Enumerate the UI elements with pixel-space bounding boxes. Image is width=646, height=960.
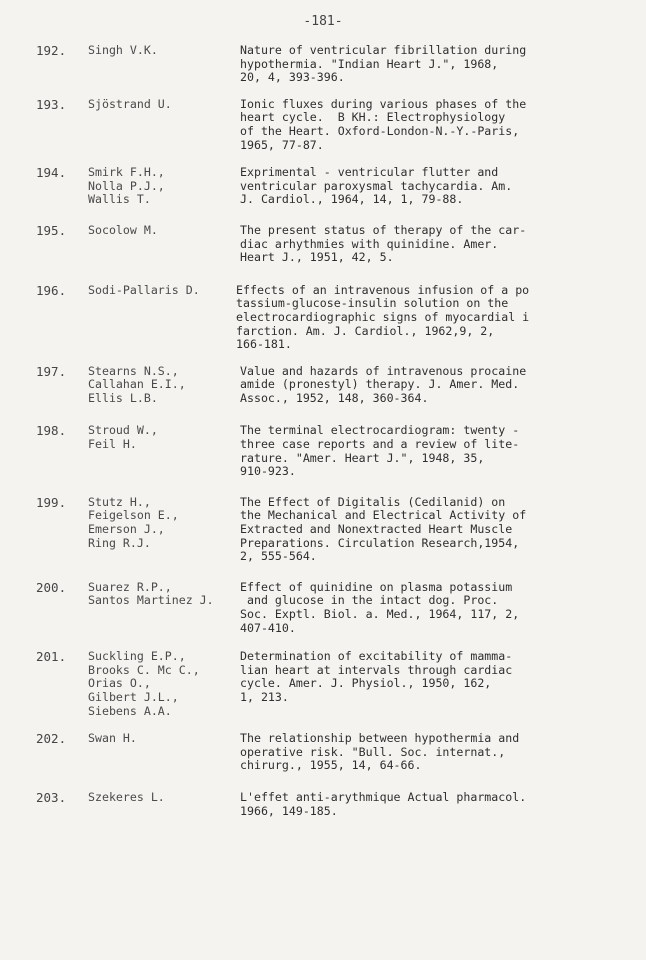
reference-citation: Ionic fluxes during various phases of the heart cycle. B KH.: Electrophysiology of the Heart. Oxford-London-N.-Y.-Paris, 1965, 77-87. bbox=[240, 96, 527, 152]
reference-citation: The relationship between hypothermia and operative risk. "Bull. Soc. internat., chirurg., 1955, 14, 64-66. bbox=[240, 731, 520, 773]
reference-citation: The terminal electrocardiogram: twenty - three case reports and a review of lite- rature. "Amer. Heart J.", 1948, 35, 910-923. bbox=[240, 423, 520, 479]
reference-authors: Swan H. bbox=[88, 731, 137, 746]
page-number: -181- bbox=[303, 14, 343, 29]
reference-number: 195. bbox=[36, 222, 67, 238]
reference-citation: Exprimental - ventricular flutter and ventricular paroxysmal tachycardia. Am. J. Cardiol., 1964, 14, 1, 79-88. bbox=[240, 165, 513, 207]
reference-number: 200. bbox=[36, 579, 67, 595]
reference-entry bbox=[36, 650, 616, 718]
reference-entry bbox=[36, 44, 616, 85]
reference-citation: Nature of ventricular fibrillation during hypothermia. "Indian Heart J.", 1968, 20, 4, 393-396. bbox=[240, 43, 527, 85]
reference-entry bbox=[36, 284, 616, 352]
reference-citation: The Effect of Digitalis (Cedilanid) on the Mechanical and Electrical Activity of Extracted and Nonextracted Heart Muscle Preparations. Circulation Research,1954, 2, 555-564. bbox=[240, 494, 527, 564]
reference-list bbox=[36, 44, 616, 818]
reference-entry bbox=[36, 98, 616, 152]
reference-number: 202. bbox=[36, 731, 67, 747]
reference-number: 201. bbox=[36, 649, 67, 665]
reference-number: 197. bbox=[36, 363, 67, 379]
reference-entry bbox=[36, 365, 616, 406]
reference-authors: Sodi-Pallaris D. bbox=[88, 282, 200, 297]
reference-authors: Stroud W., Feil H. bbox=[88, 423, 158, 452]
reference-number: 192. bbox=[36, 43, 67, 58]
reference-entry bbox=[36, 496, 616, 564]
reference-citation: Effect of quinidine on plasma potassium and glucose in the intact dog. Proc. Soc. Exptl. Biol. a. Med., 1964, 117, 2, 407-410. bbox=[240, 579, 520, 635]
reference-authors: Suckling E.P., Brooks C. Mc C., Orias O., Gilbert J.L., Siebens A.A. bbox=[88, 649, 200, 718]
reference-entry bbox=[36, 732, 616, 773]
reference-number: 199. bbox=[36, 494, 67, 510]
reference-authors: Suarez R.P., Santos Martinez J. bbox=[88, 579, 214, 608]
reference-number: 193. bbox=[36, 96, 67, 112]
reference-entry bbox=[36, 166, 616, 207]
reference-number: 203. bbox=[36, 789, 67, 805]
reference-citation: Effects of an intravenous infusion of a po tassium-glucose-insulin solution on the electrocardiographic signs of myocardial i farction. Am. J. Cardiol., 1962,9, 2, 166-181. bbox=[236, 282, 530, 352]
reference-entry bbox=[36, 424, 616, 478]
reference-authors: Sjöstrand U. bbox=[88, 96, 172, 111]
reference-authors: Smirk F.H., Nolla P.J., Wallis T. bbox=[88, 165, 165, 207]
reference-authors: Socolow M. bbox=[88, 222, 158, 237]
reference-authors: Stutz H., Feigelson E., Emerson J., Ring R.J. bbox=[88, 494, 179, 550]
reference-number: 196. bbox=[36, 282, 67, 298]
reference-entry bbox=[36, 581, 616, 635]
reference-authors: Szekeres L. bbox=[88, 789, 165, 804]
reference-authors: Stearns N.S., Callahan E.I., Ellis L.B. bbox=[88, 363, 186, 405]
reference-citation: Determination of excitability of mamma- lian heart at intervals through cardiac cycle. Amer. J. Physiol., 1950, 162, 1, 213. bbox=[240, 649, 513, 704]
reference-authors: Singh V.K. bbox=[88, 43, 158, 57]
reference-entry bbox=[36, 791, 616, 818]
reference-citation: The present status of therapy of the car- diac arhythmies with quinidine. Amer. Heart J., 1951, 42, 5. bbox=[240, 222, 527, 265]
reference-citation: L'effet anti-arythmique Actual pharmacol. 1966, 149-185. bbox=[240, 789, 527, 818]
reference-number: 198. bbox=[36, 423, 67, 439]
reference-citation: Value and hazards of intravenous procaine amide (pronestyl) therapy. J. Amer. Med. Assoc., 1952, 148, 360-364. bbox=[240, 363, 527, 405]
reference-entry bbox=[36, 224, 616, 265]
reference-number: 194. bbox=[36, 165, 67, 181]
